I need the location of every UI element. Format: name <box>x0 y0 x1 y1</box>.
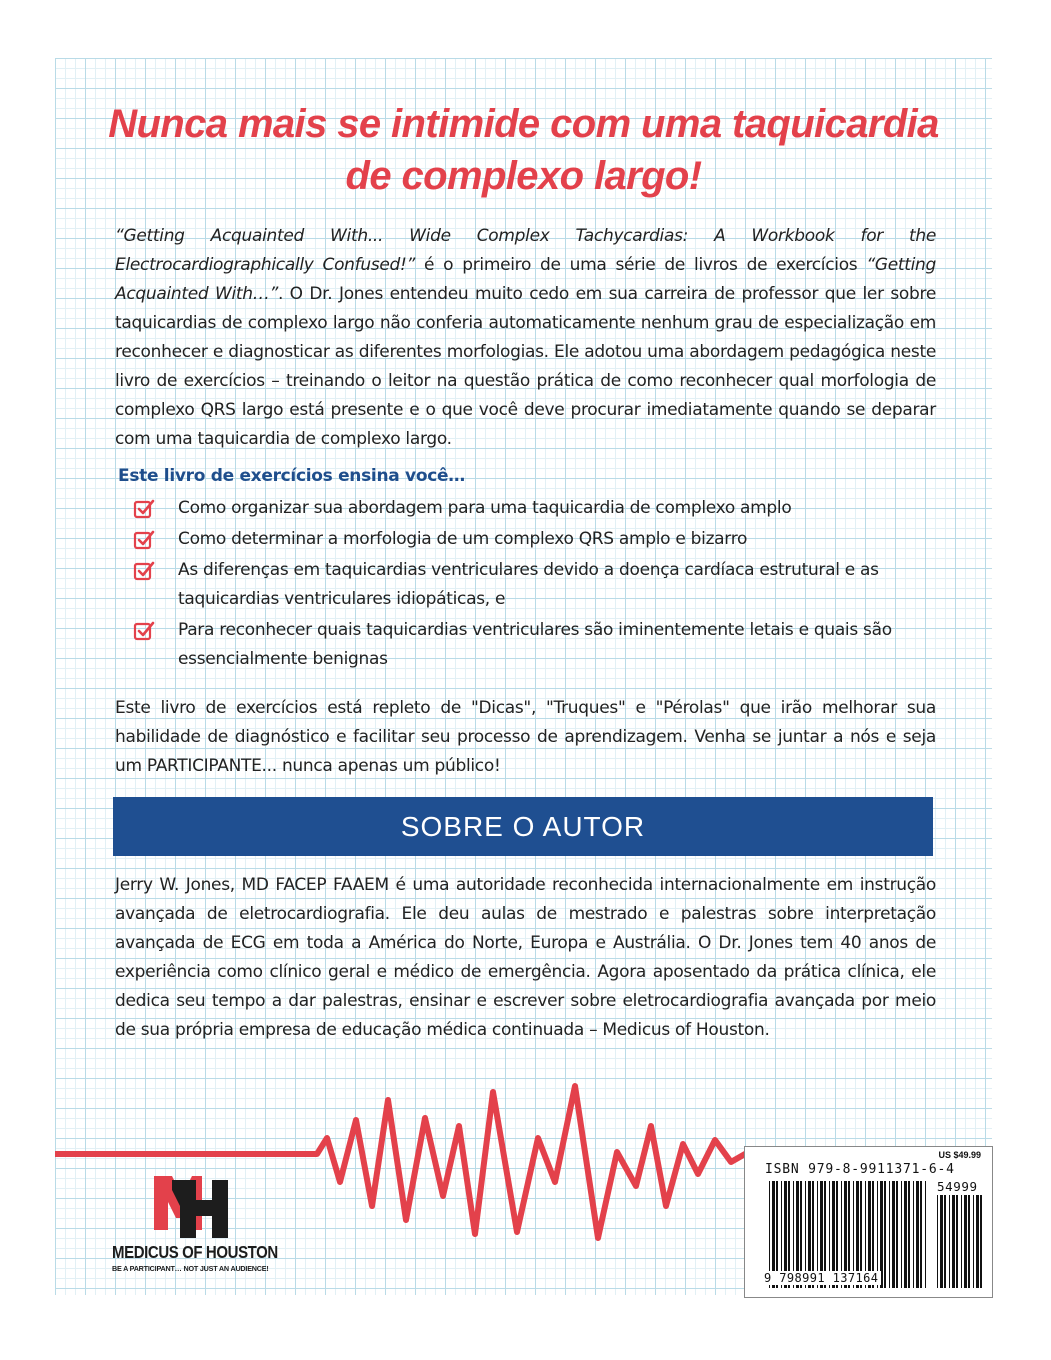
barcode-bar <box>980 1195 982 1288</box>
barcode-bar <box>884 1181 886 1288</box>
headline-line-1: Nunca mais se intimide com uma taquicardia <box>108 102 939 146</box>
headline-line-2: de complexo largo! <box>345 154 702 198</box>
barcode-bar <box>904 1181 907 1288</box>
barcode-bar <box>949 1195 950 1288</box>
barcode-bar <box>889 1181 890 1288</box>
mh-monogram-logo <box>112 1170 282 1242</box>
publisher-name: MEDICUS OF HOUSTON <box>112 1243 278 1263</box>
teaches-heading: Este livro de exercícios ensina você… <box>118 466 465 486</box>
about-author-heading: SOBRE O AUTOR <box>400 810 646 842</box>
ean-digits: 9 798991 137164 <box>761 1271 881 1285</box>
publisher-logo <box>112 1170 282 1275</box>
list-item-text: Para reconhecer quais taquicardias ventriculares são iminentemente letais e quais são essencialmente benignas <box>178 620 892 669</box>
barcode-bar <box>944 1195 946 1288</box>
intro-text-part3: . O Dr. Jones entendeu muito cedo em sua carreira de professor que ler sobre taquicardias de complexo largo não conferia automaticamente nenhum grau de especialização em reconhecer e diagnosticar as diferentes morfologias. Ele adotou uma abordagem pedagógica neste livro de exercícios – treinando o leitor na questão prática de como reconhecer qual morfologia de complexo QRS largo está presente e o que você deve procurar imediatamente quando se deparar com uma taquicardia de complexo largo. <box>115 284 936 449</box>
checkbox-check-icon <box>133 560 155 582</box>
author-bio: Jerry W. Jones, MD FACEP FAAEM é uma autoridade reconhecida internacionalmente em instrução avançada de eletrocardiografia. Ele deu aulas de mestrado e palestras sobre interpretação avançada de ECG em toda a América do Norte, Europa e Austrália. O Dr. Jones tem 40 anos de experiência como clínico geral e médico de emergência. Agora aposentado da prática clínica, ele dedica seu tempo a dar palestras, ensinar e escrever sobre eletrocardiografia avançada por meio de sua própria empresa de educação médica continuada – Medicus of Houston. <box>115 875 936 1040</box>
book-title-quote: “Getting Acquainted With... Wide Complex Tachycardias: A Workbook for the Electrocardiographically Confused!” <box>115 226 936 275</box>
addon-barcode-bars <box>937 1195 983 1288</box>
teaches-list <box>130 494 930 676</box>
isbn-text: ISBN 979-8-9911371-6-4 <box>765 1162 955 1177</box>
barcode-bar <box>961 1195 962 1288</box>
barcode-bar <box>901 1181 902 1288</box>
barcode-bar <box>920 1181 922 1288</box>
outro-paragraph: Este livro de exercícios está repleto de "Dicas", "Truques" e "Pérolas" que irão melhorar sua habilidade de diagnóstico e facilitar seu processo de aprendizagem. Venha se juntar a nós e seja um PARTICIPANTE... nunca apenas um público! <box>115 698 936 776</box>
publisher-tagline: BE A PARTICIPANT… NOT JUST AN AUDIENCE! <box>112 1264 269 1273</box>
barcode-bar <box>973 1195 974 1288</box>
list-item-text: Como organizar sua abordagem para uma taquicardia de complexo amplo <box>178 498 792 518</box>
barcode-bar <box>968 1195 970 1288</box>
barcode-bar <box>937 1195 938 1288</box>
list-item-text: Como determinar a morfologia de um complexo QRS amplo e bizarro <box>178 529 748 549</box>
barcode-bar <box>916 1181 919 1288</box>
about-author-heading-band <box>113 797 933 856</box>
checkbox-check-icon <box>133 529 155 551</box>
intro-text-part2: é o primeiro de uma série de livros de exercícios <box>415 255 867 275</box>
list-item <box>130 494 930 523</box>
series-name-quote: “Getting Acquainted With…” <box>115 255 936 304</box>
intro-paragraph <box>115 222 936 454</box>
barcode-bar <box>908 1181 910 1288</box>
barcode-bar <box>964 1195 967 1288</box>
barcode-bar <box>956 1195 958 1288</box>
barcode-bar <box>940 1195 943 1288</box>
barcode-bar <box>925 1181 926 1288</box>
barcode-bar <box>976 1195 979 1288</box>
checkbox-check-icon <box>133 620 155 642</box>
list-item-text: As diferenças em taquicardias ventriculares devido a doença cardíaca estrutural e as taquicardias ventriculares idiopáticas, e <box>178 560 879 609</box>
list-item <box>130 556 930 614</box>
barcode-bar <box>952 1195 955 1288</box>
barcode-bar <box>892 1181 895 1288</box>
barcode-bar <box>913 1181 914 1288</box>
barcode-bar <box>896 1181 898 1288</box>
headline <box>55 98 992 202</box>
list-item <box>130 616 930 674</box>
list-item <box>130 525 930 554</box>
isbn-barcode <box>744 1146 993 1298</box>
addon-code: 54999 <box>937 1179 978 1194</box>
checkbox-check-icon <box>133 498 155 520</box>
price-label: US $49.99 <box>938 1150 981 1160</box>
